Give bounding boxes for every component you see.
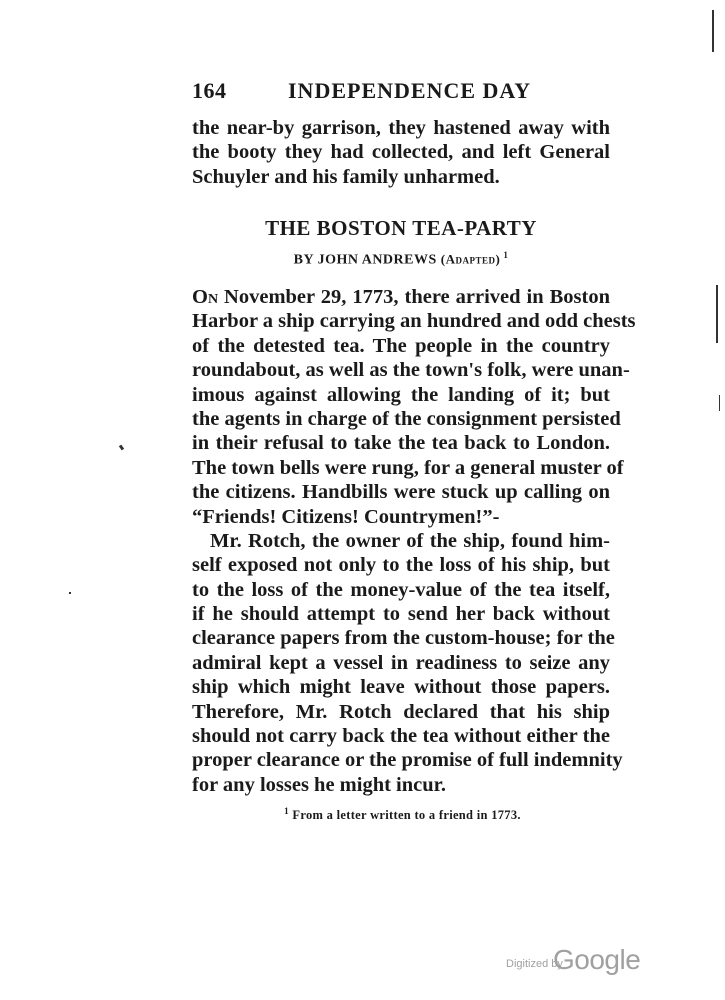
text-line: the booty they had collected, and left General: [192, 141, 610, 164]
intro-paragraph: [192, 116, 610, 189]
text-line: Schuyler and his family unharmed.: [192, 165, 500, 188]
text-line: self exposed not only to the loss of his ship, but: [192, 554, 610, 577]
text-line: clearance papers from the custom-house; for the: [192, 627, 615, 650]
google-logo: Google: [553, 944, 641, 975]
digitized-by-label: Digitized by: [506, 958, 563, 970]
running-title: INDEPENDENCE DAY: [288, 78, 532, 103]
first-line-rest: November 29, 1773, there arrived in Boston: [218, 286, 610, 308]
text-line: the citizens. Handbills were stuck up calling on: [192, 481, 610, 504]
scan-mark: [69, 592, 71, 594]
text-line: Harbor a ship carrying an hundred and odd chests: [192, 310, 636, 333]
text-line: if he should attempt to send her back without: [192, 603, 610, 626]
text-line: in their refusal to take the tea back to London.: [192, 432, 610, 455]
text-line: proper clearance or the promise of full indemnity: [192, 749, 623, 772]
drop-word: On: [192, 286, 219, 308]
scan-mark: [716, 285, 718, 343]
byline-author: BY JOHN ANDREWS: [293, 252, 437, 268]
text-line: of the detested tea. The people in the country: [192, 334, 610, 357]
text-line: Mr. Rotch, the owner of the ship, found him-: [210, 529, 610, 552]
footnote: [192, 806, 610, 823]
text-line: should not carry back the tea without either the: [192, 725, 610, 748]
text-line: imous against allowing the landing of it; but: [192, 383, 610, 406]
text-line: “Friends! Citizens! Countrymen!”-: [192, 505, 500, 528]
scan-mark: [719, 395, 720, 411]
section-title: THE BOSTON TEA-PARTY: [265, 216, 537, 240]
section-byline: [192, 250, 610, 269]
text-line: admiral kept a vessel in readiness to seize any: [192, 651, 610, 674]
scan-mark: [119, 445, 124, 451]
text-line: Therefore, Mr. Rotch declared that his ship: [192, 700, 610, 723]
body-text: [192, 285, 636, 797]
text-line: to the loss of the money-value of the tea itself,: [192, 578, 610, 601]
paragraph-first-line: [192, 285, 610, 309]
text-line: for any losses he might incur.: [192, 773, 446, 796]
footnote-reference: 1: [503, 250, 509, 260]
text-line: The town bells were rung, for a general muster of: [192, 456, 624, 479]
text-line: the near-by garrison, they hastened away with: [192, 117, 610, 139]
byline-adapted: (Adapted): [440, 251, 501, 267]
footnote-text: From a letter written to a friend in 1773.: [292, 808, 521, 823]
text-line: roundabout, as well as the town's folk, were unan-: [192, 359, 630, 382]
scan-mark: [712, 10, 714, 52]
footnote-marker: 1: [284, 806, 289, 816]
text-line: ship which might leave without those papers.: [192, 676, 610, 699]
text-line: the agents in charge of the consignment persisted: [192, 407, 621, 430]
page-number: 164: [192, 78, 227, 103]
